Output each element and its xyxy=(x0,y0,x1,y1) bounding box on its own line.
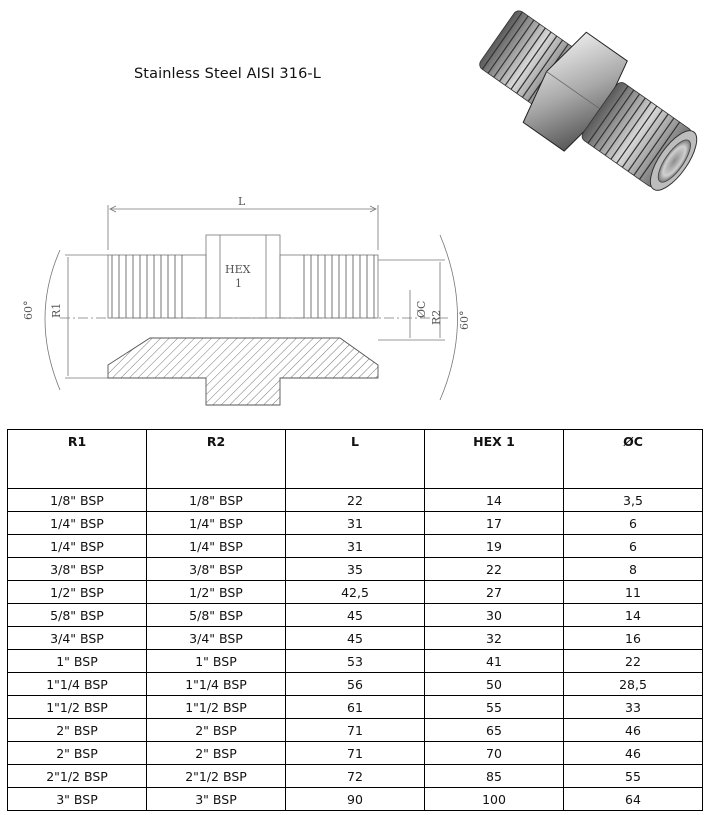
cell-hex1: 19 xyxy=(425,535,564,558)
cell-hex1: 22 xyxy=(425,558,564,581)
cell-r2: 1"1/2 BSP xyxy=(147,696,286,719)
cell-r2: 1/8" BSP xyxy=(147,489,286,512)
cell-r2: 3" BSP xyxy=(147,788,286,811)
cell-r1: 3/4" BSP xyxy=(8,627,147,650)
table-row xyxy=(8,489,703,512)
table-row xyxy=(8,788,703,811)
cell-r1: 5/8" BSP xyxy=(8,604,147,627)
angle-right-label: 60° xyxy=(458,310,471,330)
header-r1: R1 xyxy=(8,430,147,489)
cell-l: 71 xyxy=(286,719,425,742)
product-subtitle: Stainless Steel AISI 316-L xyxy=(134,66,321,82)
header-l: L xyxy=(286,430,425,489)
cell-c: 64 xyxy=(564,788,703,811)
cell-l: 61 xyxy=(286,696,425,719)
cell-r2: 1/2" BSP xyxy=(147,581,286,604)
table-row xyxy=(8,581,703,604)
cell-l: 22 xyxy=(286,489,425,512)
dim-L-label: L xyxy=(238,195,246,208)
header-r2: R2 xyxy=(147,430,286,489)
cell-r2: 1/4" BSP xyxy=(147,512,286,535)
cell-r1: 3" BSP xyxy=(8,788,147,811)
cell-r1: 2" BSP xyxy=(8,719,147,742)
cell-l: 56 xyxy=(286,673,425,696)
header-c: ØC xyxy=(564,430,703,489)
cell-hex1: 70 xyxy=(425,742,564,765)
cell-r1: 2"1/2 BSP xyxy=(8,765,147,788)
technical-drawing xyxy=(20,190,490,415)
cell-c: 6 xyxy=(564,512,703,535)
cell-hex1: 65 xyxy=(425,719,564,742)
cell-l: 35 xyxy=(286,558,425,581)
cell-hex1: 30 xyxy=(425,604,564,627)
dim-C-label: ØC xyxy=(415,300,428,318)
hex-label-line1: HEX xyxy=(225,263,251,276)
cell-c: 46 xyxy=(564,742,703,765)
table-row xyxy=(8,765,703,788)
hex-label-line2: 1 xyxy=(235,277,242,290)
cell-r2: 1" BSP xyxy=(147,650,286,673)
angle-left-label: 60° xyxy=(22,300,35,320)
cell-c: 33 xyxy=(564,696,703,719)
table-row xyxy=(8,719,703,742)
cell-c: 14 xyxy=(564,604,703,627)
dim-R2-label: R2 xyxy=(430,309,443,325)
cell-l: 90 xyxy=(286,788,425,811)
table-row xyxy=(8,650,703,673)
cell-hex1: 27 xyxy=(425,581,564,604)
cell-r2: 2"1/2 BSP xyxy=(147,765,286,788)
table-row xyxy=(8,558,703,581)
cell-hex1: 32 xyxy=(425,627,564,650)
cell-l: 45 xyxy=(286,627,425,650)
cell-r2: 3/8" BSP xyxy=(147,558,286,581)
cell-hex1: 41 xyxy=(425,650,564,673)
cell-c: 22 xyxy=(564,650,703,673)
cell-r1: 1/4" BSP xyxy=(8,512,147,535)
cell-c: 55 xyxy=(564,765,703,788)
cell-r1: 2" BSP xyxy=(8,742,147,765)
cell-c: 8 xyxy=(564,558,703,581)
table-row xyxy=(8,673,703,696)
cell-r2: 2" BSP xyxy=(147,742,286,765)
table-row xyxy=(8,627,703,650)
cell-r1: 3/8" BSP xyxy=(8,558,147,581)
cell-c: 28,5 xyxy=(564,673,703,696)
cell-l: 72 xyxy=(286,765,425,788)
cell-r1: 1/2" BSP xyxy=(8,581,147,604)
cell-l: 31 xyxy=(286,512,425,535)
cell-r1: 1"1/4 BSP xyxy=(8,673,147,696)
cell-c: 6 xyxy=(564,535,703,558)
dim-R1-label: R1 xyxy=(50,302,63,318)
cell-r1: 1"1/2 BSP xyxy=(8,696,147,719)
header-hex1: HEX 1 xyxy=(425,430,564,489)
cell-l: 71 xyxy=(286,742,425,765)
cell-r1: 1/8" BSP xyxy=(8,489,147,512)
cell-hex1: 50 xyxy=(425,673,564,696)
cell-l: 53 xyxy=(286,650,425,673)
table-row xyxy=(8,535,703,558)
table-row xyxy=(8,742,703,765)
cell-c: 46 xyxy=(564,719,703,742)
cell-hex1: 85 xyxy=(425,765,564,788)
table-row xyxy=(8,512,703,535)
cell-l: 31 xyxy=(286,535,425,558)
cell-hex1: 14 xyxy=(425,489,564,512)
cell-c: 3,5 xyxy=(564,489,703,512)
cell-c: 11 xyxy=(564,581,703,604)
cell-l: 42,5 xyxy=(286,581,425,604)
cell-c: 16 xyxy=(564,627,703,650)
table-row xyxy=(8,604,703,627)
cell-hex1: 100 xyxy=(425,788,564,811)
table-header-row xyxy=(8,430,703,489)
cell-hex1: 17 xyxy=(425,512,564,535)
table-row xyxy=(8,696,703,719)
cell-l: 45 xyxy=(286,604,425,627)
cell-r2: 2" BSP xyxy=(147,719,286,742)
cell-r2: 3/4" BSP xyxy=(147,627,286,650)
cell-r2: 1/4" BSP xyxy=(147,535,286,558)
cell-r2: 1"1/4 BSP xyxy=(147,673,286,696)
cell-hex1: 55 xyxy=(425,696,564,719)
cell-r2: 5/8" BSP xyxy=(147,604,286,627)
cell-r1: 1" BSP xyxy=(8,650,147,673)
spec-table xyxy=(7,429,703,811)
cell-r1: 1/4" BSP xyxy=(8,535,147,558)
